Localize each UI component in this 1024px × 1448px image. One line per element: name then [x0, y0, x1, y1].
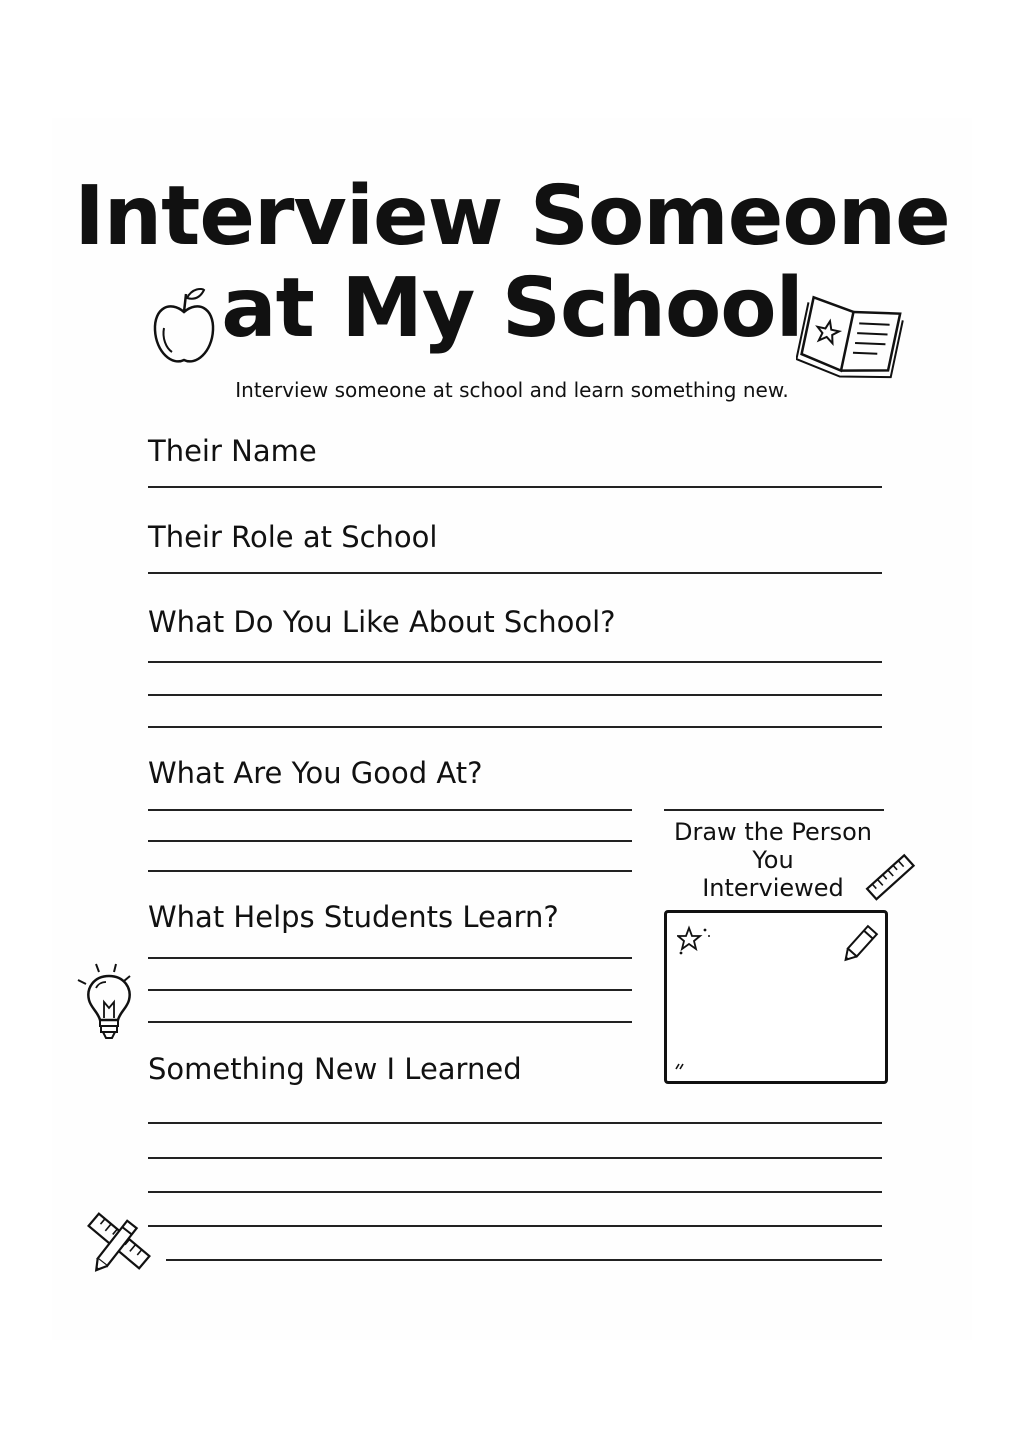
lightbulb-icon	[76, 962, 142, 1044]
scribble-mark	[675, 1061, 687, 1071]
answer-line-like-3[interactable]	[148, 726, 882, 728]
answer-line-learned-4[interactable]	[148, 1225, 882, 1227]
answer-line-good-at-1[interactable]	[148, 809, 632, 811]
star-icon	[677, 925, 713, 955]
draw-caption-line3: Interviewed	[702, 874, 844, 902]
answer-line-like-1[interactable]	[148, 661, 882, 663]
answer-line-learned-2[interactable]	[148, 1157, 882, 1159]
page-title-line2: at My School	[221, 261, 803, 356]
field-label-helps: What Helps Students Learn?	[148, 900, 559, 934]
field-label-like: What Do You Like About School?	[148, 605, 616, 639]
answer-line-good-at-3[interactable]	[148, 870, 632, 872]
answer-line-helps-1[interactable]	[148, 957, 632, 959]
answer-line-name[interactable]	[148, 486, 882, 488]
answer-line-role[interactable]	[148, 572, 882, 574]
page-title-line1: Interview Someone	[74, 169, 950, 264]
draw-box-caption	[660, 818, 886, 902]
draw-caption-line	[664, 809, 884, 811]
apple-icon	[150, 286, 218, 370]
answer-line-helps-2[interactable]	[148, 989, 632, 991]
answer-line-helps-3[interactable]	[148, 1021, 632, 1023]
answer-line-learned-5[interactable]	[166, 1259, 882, 1261]
book-icon	[796, 292, 906, 384]
field-label-learned: Something New I Learned	[148, 1052, 522, 1086]
answer-line-learned-3[interactable]	[148, 1191, 882, 1193]
answer-line-like-2[interactable]	[148, 694, 882, 696]
draw-caption-line1: Draw the Person	[674, 818, 872, 846]
answer-line-learned-1[interactable]	[148, 1122, 882, 1124]
draw-caption-line2: You	[752, 846, 794, 874]
pencil-icon	[839, 923, 879, 967]
ruler-icon	[864, 850, 918, 906]
answer-line-good-at-2[interactable]	[148, 840, 632, 842]
field-label-good-at: What Are You Good At?	[148, 756, 483, 790]
ruler-pencil-icon	[82, 1204, 156, 1278]
page-subtitle: Interview someone at school and learn something new.	[235, 378, 789, 402]
field-label-role: Their Role at School	[148, 520, 438, 554]
drawing-box[interactable]	[664, 910, 888, 1084]
field-label-name: Their Name	[148, 434, 317, 468]
